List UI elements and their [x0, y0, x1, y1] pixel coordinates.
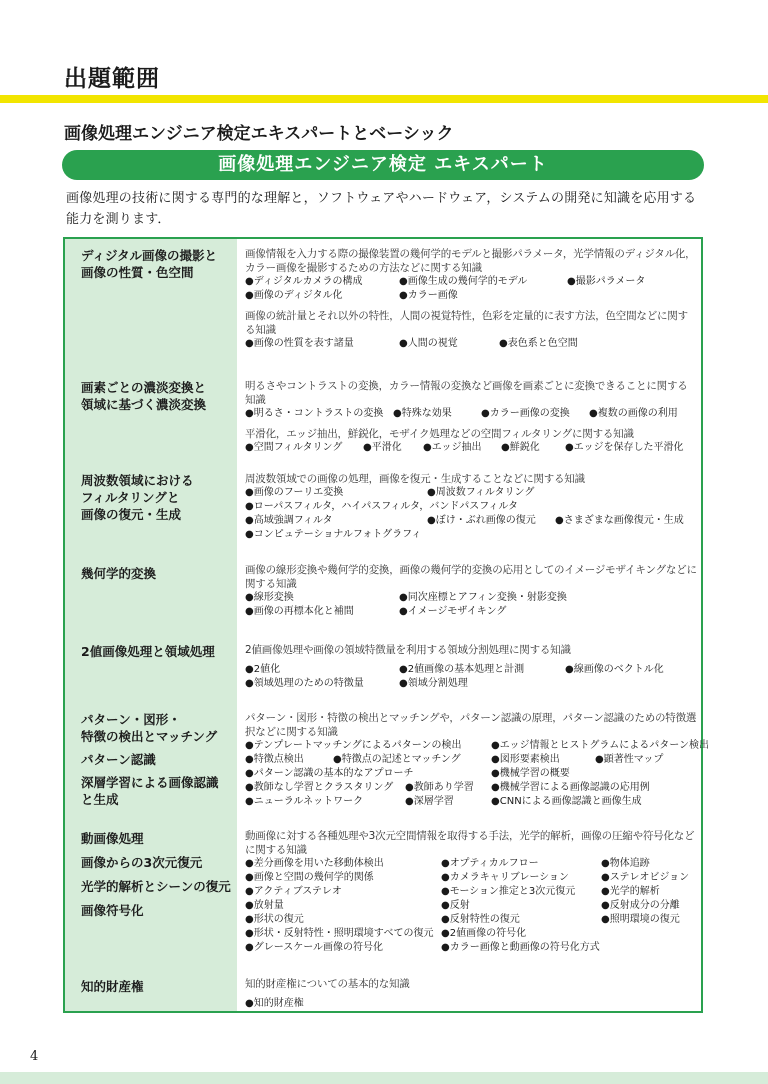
topic-item: ●画像の再標本化と補間	[245, 606, 354, 617]
section-header-pill: 画像処理エンジニア検定 エキスパート	[62, 150, 704, 180]
topic-item: ●深層学習	[405, 796, 454, 807]
section-description: 平滑化，エッジ抽出，鮮鋭化，モザイク処理などの空間フィルタリングに関する知識	[245, 428, 634, 440]
footer-band	[0, 1072, 768, 1084]
page-number: 4	[30, 1049, 39, 1064]
topic-item: ●画像の性質を表す諸量	[245, 338, 354, 349]
section-description: 動画像に対する各種処理や3次元空間情報を取得する手法，光学的解析，画像の圧縮や符号化などに関する知識	[245, 830, 695, 856]
topic-item: ●ぼけ・ぶれ画像の復元	[427, 515, 536, 526]
section-description: 画像の線形変換や幾何学的変換，画像の幾何学的変換の応用としてのイメージモザイキングなどに関する知識	[245, 564, 697, 590]
topic-item: ●テンプレートマッチングによるパターンの検出	[245, 740, 462, 751]
topic-item: ●高域強調フィルタ	[245, 515, 333, 526]
topic-item: ●教師あり学習	[405, 782, 474, 793]
topic-item: ●ニューラルネットワーク	[245, 796, 364, 807]
topic-item: ●反射特性の復元	[441, 914, 520, 925]
section-description: 画像情報を入力する際の撮像装置の幾何学的モデルと撮影パラメータ，光学情報のディジタル化，カラー画像を撮影するための方法などに関する知識	[245, 248, 696, 274]
section-description: 明るさやコントラストの変換，カラー情報の変換など画像を画素ごとに変換できることに関する知識	[245, 380, 688, 406]
category-label: 画像からの3次元復元	[81, 855, 203, 870]
topic-item: ●形状の復元	[245, 914, 304, 925]
section-pattern-recognition	[245, 711, 710, 809]
section-description: 周波数領域での画像の処理，画像を復元・生成することなどに関する知識	[245, 473, 585, 485]
category-label: 知的財産権	[81, 979, 144, 994]
category-label: 光学的解析とシーンの復元	[81, 879, 231, 894]
topic-item: ●エッジ抽出	[423, 442, 482, 453]
topic-item: ●線画像のベクトル化	[565, 664, 664, 675]
section-binary-image	[245, 643, 697, 691]
topic-item: ●画像生成の幾何学的モデル	[399, 276, 528, 287]
topic-item: ●光学的解析	[601, 886, 660, 897]
topic-item: ●画像のディジタル化	[245, 290, 343, 301]
topic-item: ●ステレオビジョン	[601, 872, 690, 883]
topic-item: ●教師なし学習とクラスタリング	[245, 782, 394, 793]
category-label: 周波数領域における フィルタリングと 画像の復元・生成	[81, 473, 194, 522]
topic-item: ●2値画像の基本処理と計測	[399, 664, 525, 675]
topic-item: ●モーション推定と3次元復元	[441, 886, 576, 897]
topic-item: ●機械学習による画像認識の応用例	[491, 782, 650, 793]
topic-item: ●イメージモザイキング	[399, 606, 507, 617]
topic-item: ●顕著性マップ	[595, 754, 664, 765]
topic-item: ●エッジを保存した平滑化	[565, 442, 684, 453]
topic-item: ●オプティカルフロー	[441, 858, 539, 869]
topic-item: ●カラー画像と動画像の符号化方式	[441, 942, 600, 953]
topic-item: ●特徴点の記述とマッチング	[333, 754, 461, 765]
topic-item: ●図形要素検出	[491, 754, 560, 765]
topic-item: ●コンピュテーショナルフォトグラフィ	[245, 529, 422, 540]
topic-item: ●反射	[441, 900, 470, 911]
category-label: 画像符号化	[81, 903, 144, 918]
intro-paragraph: 画像処理の技術に関する専門的な理解と，ソフトウェアやハードウェア，システムの開発に知識を応用する能力を測ります．	[66, 191, 697, 227]
topic-item: ●複数の画像の利用	[589, 408, 678, 419]
section-description: 知的財産権についての基本的な知識	[245, 978, 410, 990]
topic-item: ●反射成分の分離	[601, 900, 680, 911]
section-intensity-transform	[245, 379, 697, 455]
topic-item: ●知的財産権	[245, 998, 304, 1009]
title-underline-bar	[0, 95, 768, 103]
section-description: 画像の統計量とそれ以外の特性，人間の視覚特性，色彩を定量的に表す方法，色空間などに関する知識	[245, 310, 688, 336]
topic-item: ●特徴点検出	[245, 754, 304, 765]
topic-item: ●領域処理のための特徴量	[245, 678, 364, 689]
topic-item: ●カラー画像の変換	[481, 408, 570, 419]
category-label: 2値画像処理と領域処理	[81, 644, 215, 659]
section-intellectual-property	[245, 977, 697, 1011]
topic-item: ●鮮鋭化	[501, 442, 540, 453]
topic-item: ●平滑化	[363, 442, 402, 453]
section-description: パターン・図形・特徴の検出とマッチングや，パターン認識の原理，パターン認識のための特徴選択などに関する知識	[245, 712, 697, 738]
section-frequency-filtering	[245, 472, 697, 542]
topic-item: ●線形変換	[245, 592, 294, 603]
topic-item: ●アクティブステレオ	[245, 886, 342, 897]
section-video-3d-coding	[245, 829, 697, 955]
category-label: ディジタル画像の撮影と 画像の性質・色空間	[81, 248, 218, 280]
category-label: 深層学習による画像認識 と生成	[81, 775, 219, 807]
topic-item: ●物体追跡	[601, 858, 650, 869]
topic-item: ●機械学習の概要	[491, 768, 570, 779]
topic-item: ●カラー画像	[399, 290, 458, 301]
topic-item: ●表色系と色空間	[499, 338, 578, 349]
category-label: パターン・図形・ 特徴の検出とマッチング	[81, 712, 218, 744]
topic-item: ●照明環境の復元	[601, 914, 680, 925]
topic-item: ●さまざまな画像復元・生成	[555, 515, 684, 526]
subtitle: 画像処理エンジニア検定エキスパートとベーシック	[64, 124, 454, 144]
topic-item: ●パターン認識の基本的なアプローチ	[245, 768, 414, 779]
exam-scope-table	[63, 237, 710, 1013]
topic-item: ●撮影パラメータ	[567, 276, 646, 287]
topic-item: ●空間フィルタリング	[245, 442, 343, 453]
topic-item: ●2値画像の符号化	[441, 928, 527, 939]
topic-item: ●ディジタルカメラの構成	[245, 276, 363, 287]
category-column	[65, 239, 237, 1011]
category-label: 幾何学的変換	[81, 566, 157, 581]
topic-item: ●2値化	[245, 664, 281, 675]
topic-item: ●領域分割処理	[399, 678, 468, 689]
category-label: 動画像処理	[81, 831, 144, 846]
topic-item: ●放射量	[245, 900, 284, 911]
topic-item: ●明るさ・コントラストの変換	[245, 408, 384, 419]
topic-item: ●CNNによる画像認識と画像生成	[491, 796, 642, 807]
section-description: 2値画像処理や画像の領域特徴量を利用する領域分割処理に関する知識	[245, 644, 571, 656]
category-label: パターン認識	[81, 752, 156, 767]
topic-item: ●周波数フィルタリング	[427, 487, 535, 498]
topic-item: ●形状・反射特性・照明環境すべての復元	[245, 928, 434, 939]
topic-item: ●グレースケール画像の符号化	[245, 942, 384, 953]
topic-item: ●同次座標とアフィン変換・射影変換	[399, 592, 567, 603]
topic-item: ●人間の視覚	[399, 338, 458, 349]
topic-item: ●差分画像を用いた移動体検出	[245, 858, 384, 869]
page-title: 出題範囲	[64, 66, 160, 92]
topic-item: ●ローパスフィルタ，ハイパスフィルタ，バンドパスフィルタ	[245, 501, 519, 512]
topic-item: ●画像のフーリエ変換	[245, 487, 344, 498]
topic-item: ●特殊な効果	[393, 408, 452, 419]
section-geometric-transform	[245, 563, 697, 619]
category-label: 画素ごとの濃淡変換と 領域に基づく濃淡変換	[81, 380, 207, 412]
topic-item: ●カメラキャリブレーション	[441, 872, 569, 883]
section-digital-imaging	[245, 247, 697, 351]
topic-item: ●エッジ情報とヒストグラムによるパターン検出	[491, 740, 710, 751]
topic-item: ●画像と空間の幾何学的関係	[245, 872, 374, 883]
